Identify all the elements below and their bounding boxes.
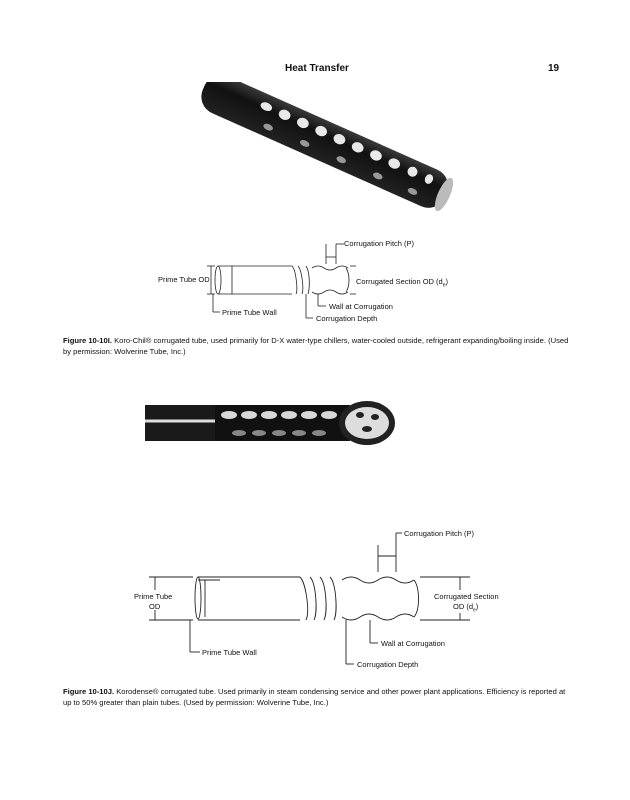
fig-j-corrugated-section-line1: Corrugated Section	[434, 592, 499, 601]
fig-j-od-subscript: e	[473, 607, 476, 614]
fig-j-corrugation-pitch-label: Corrugation Pitch (P)	[404, 529, 475, 538]
fig-j-prime-tube-line2: OD	[149, 602, 161, 611]
fig-j-corrugation-depth-label: Corrugation Depth	[357, 660, 419, 669]
fig-j-od-close: )	[475, 602, 479, 611]
fig-i-prime-tube-od-label: Prime Tube OD	[158, 275, 210, 284]
fig-j-od-text: OD (d	[453, 602, 474, 611]
fig-i-prime-tube-wall-label: Prime Tube Wall	[222, 308, 277, 317]
fig-i-od-close: )	[445, 277, 448, 286]
fig-i-corrugation-depth-label: Corrugation Depth	[316, 314, 378, 323]
fig-i-wall-at-corrugation-label: Wall at Corrugation	[329, 302, 393, 311]
figure-j-caption-label: Figure 10-10J.	[63, 687, 115, 696]
figure-j-caption-text: Korodense® corrugated tube. Used primarily in steam condensing service and other power plant applications. Efficiency is reported at up to 50% greater than plain tubes. (Used by permission: Wolverine Tube, Inc.)	[63, 687, 566, 707]
fig-j-corrugated-section-line2	[453, 602, 478, 616]
fig-j-prime-tube-line1: Prime Tube	[134, 592, 173, 601]
figure-j-caption	[63, 687, 571, 708]
fig-j-prime-tube-wall-label: Prime Tube Wall	[202, 648, 257, 657]
fig-i-od-subscript: e	[442, 282, 446, 289]
figure-i-caption-label: Figure 10-10I.	[63, 336, 112, 345]
fig-i-corrugation-pitch-label: Corrugation Pitch (P)	[344, 239, 415, 248]
fig-j-wall-at-corrugation-label: Wall at Corrugation	[381, 639, 445, 648]
page-header-title: Heat Transfer	[285, 63, 349, 74]
figure-i-caption-text: Koro-Chil® corrugated tube, used primarily for D-X water-type chillers, water-cooled outside, refrigerant expanding/boiling inside. (Used by permission: Wolverine Tube, Inc.)	[63, 336, 569, 356]
fig-i-od-text: Corrugated Section OD (d	[356, 277, 443, 286]
page-number: 19	[548, 63, 560, 74]
